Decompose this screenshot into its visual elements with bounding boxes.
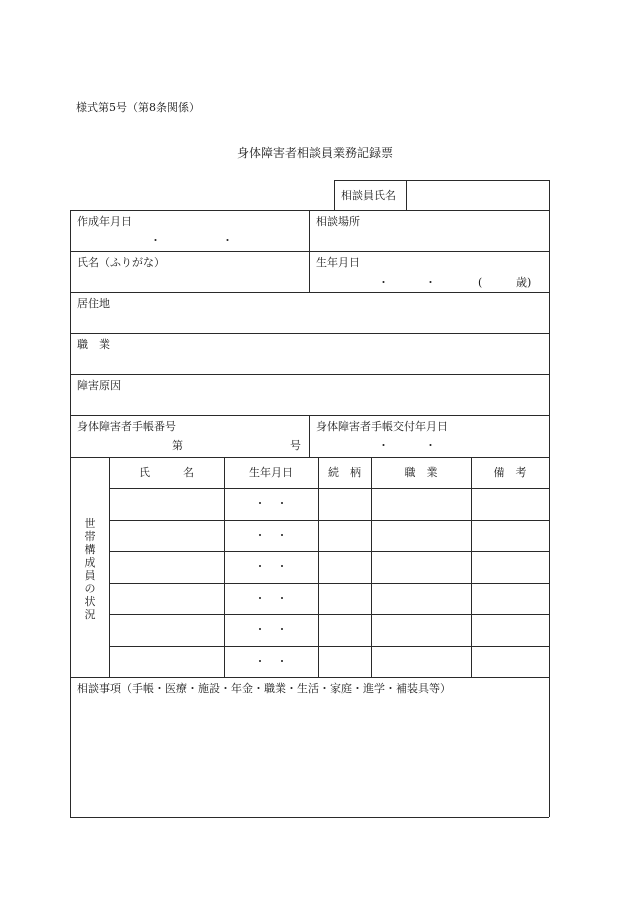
age-close-label: 歳) (516, 276, 532, 289)
birth-date-dot-1: ・ (378, 276, 389, 289)
header-name: 氏 名 (139, 466, 194, 479)
birth-date-dot-2: ・ (425, 276, 436, 289)
consult-place-label: 相談場所 (316, 215, 360, 228)
header-remarks: 備 考 (493, 466, 527, 479)
handbook-date-dot-1: ・ (378, 439, 389, 452)
handbook-number-suffix: 号 (290, 439, 301, 452)
address-label: 居住地 (77, 297, 110, 310)
form-reference: 様式第5号（第8条関係） (76, 101, 200, 114)
handbook-number-prefix: 第 (172, 439, 183, 452)
counselor-label: 相談員氏名 (341, 189, 396, 202)
form-title: 身体障害者相談員業務記録票 (236, 146, 393, 160)
household-row-3-dots: ・ ・ (254, 560, 288, 573)
handbook-number-label: 身体障害者手帳番号 (77, 420, 176, 433)
age-open-paren: ( (478, 276, 483, 289)
header-birth-date: 生年月日 (249, 466, 293, 479)
occupation-label: 職 業 (77, 338, 110, 351)
header-relationship: 続 柄 (328, 466, 361, 479)
created-date-label: 作成年月日 (77, 215, 132, 228)
birth-date-label: 生年月日 (316, 256, 360, 269)
disability-cause-label: 障害原因 (77, 379, 121, 392)
household-side-label: 世帯構成員の状況 (84, 517, 96, 621)
household-row-5-dots: ・ ・ (254, 623, 288, 636)
household-row-2-dots: ・ ・ (254, 529, 288, 542)
consult-items-label: 相談事項（手帳・医療・施設・年金・職業・生活・家庭・進学・補装具等） (77, 682, 451, 695)
household-row-1-dots: ・ ・ (254, 497, 288, 510)
household-row-6-dots: ・ ・ (254, 655, 288, 668)
handbook-date-dot-2: ・ (425, 439, 436, 452)
handbook-issue-date-label: 身体障害者手帳交付年月日 (316, 420, 448, 433)
created-date-dot-1: ・ (150, 234, 161, 247)
household-row-4-dots: ・ ・ (254, 592, 288, 605)
name-label: 氏名（ふりがな） (77, 256, 165, 269)
header-occupation: 職 業 (404, 466, 438, 479)
created-date-dot-2: ・ (222, 234, 233, 247)
